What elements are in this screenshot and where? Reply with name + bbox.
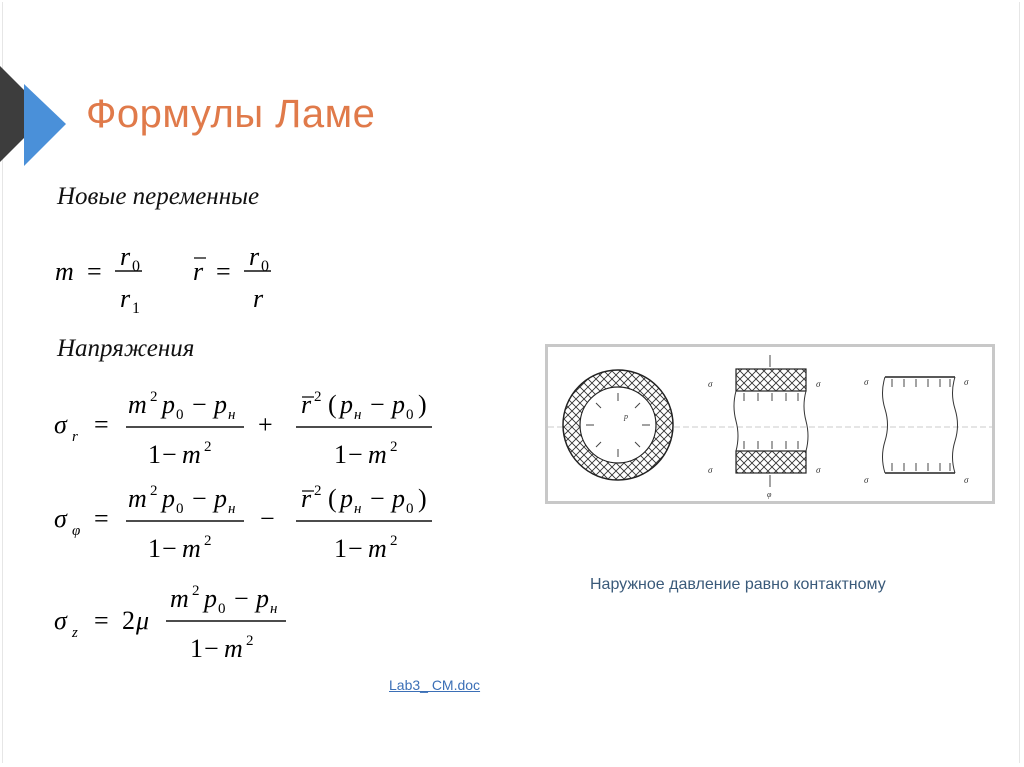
svg-text:p: p [204,584,217,613]
svg-text:(: ( [328,390,337,419]
svg-text:=: = [87,257,102,286]
svg-text:m: m [182,534,201,563]
svg-text:−: − [234,584,249,613]
svg-text:0: 0 [132,258,140,275]
svg-text:2: 2 [204,533,212,549]
svg-text:r: r [301,484,312,513]
svg-text:p: p [214,390,227,419]
svg-text:σ: σ [816,379,821,389]
svg-text:−: − [370,390,385,419]
svg-text:−: − [260,504,275,533]
svg-text:σ: σ [864,475,869,485]
svg-text:=: = [94,504,109,533]
svg-text:r: r [120,284,131,313]
svg-text:m: m [170,584,189,613]
svg-text:p: p [392,484,405,513]
svg-text:σ: σ [816,465,821,475]
svg-text:−: − [192,484,207,513]
lab-document-link[interactable]: Lab3_ CM.doc [389,677,481,693]
svg-text:σ: σ [964,377,969,387]
svg-text:m: m [368,440,387,469]
svg-text:r: r [253,284,264,313]
svg-text:2: 2 [192,583,200,599]
svg-text:н: н [270,601,278,617]
svg-text:2: 2 [390,439,398,455]
svg-text:−: − [370,484,385,513]
svg-text:(: ( [328,484,337,513]
svg-text:p: p [392,390,405,419]
ring-cross-section [563,370,673,480]
svg-text:−: − [348,440,363,469]
svg-text:−: − [192,390,207,419]
svg-text:r: r [249,242,260,271]
svg-text:p: p [624,412,628,421]
svg-text:p: p [256,584,269,613]
svg-text:σ: σ [964,475,969,485]
svg-text:1: 1 [334,440,347,469]
svg-text:0: 0 [261,258,269,275]
svg-text:): ) [418,390,427,419]
svg-text:н: н [228,501,236,517]
svg-text:σ: σ [864,377,869,387]
svg-text:p: p [214,484,227,513]
new-variables-heading: Новые переменные [57,183,260,210]
svg-text:2: 2 [150,389,158,405]
svg-text:2: 2 [150,483,158,499]
svg-text:φ: φ [72,523,81,539]
svg-text:p: p [162,484,175,513]
outer-tube-section [864,377,969,485]
svg-text:1: 1 [132,300,140,317]
svg-text:m: m [128,390,147,419]
svg-text:σ: σ [54,504,67,533]
svg-text:μ: μ [136,606,150,635]
svg-text:m: m [128,484,147,513]
svg-text:): ) [418,484,427,513]
sigma-r-formula [50,385,470,475]
svg-text:z: z [72,625,78,641]
svg-text:m: m [368,534,387,563]
svg-text:1: 1 [148,534,161,563]
svg-text:r: r [120,242,131,271]
figure-caption: Наружное давление равно контактному [590,576,886,593]
svg-text:−: − [162,534,177,563]
svg-text:−: − [162,440,177,469]
svg-text:σ: σ [54,410,67,439]
svg-text:σ: σ [54,606,67,635]
svg-text:2: 2 [204,439,212,455]
svg-text:н: н [228,407,236,423]
sigma-z-formula [50,577,370,667]
svg-text:p: p [162,390,175,419]
svg-text:0: 0 [176,407,184,423]
sigma-phi-formula [50,479,470,569]
svg-text:p: p [340,390,353,419]
stresses-heading: Напряжения [57,335,195,362]
svg-text:=: = [94,606,109,635]
new-variables-formula [50,235,290,325]
svg-text:0: 0 [176,501,184,517]
svg-text:−: − [204,634,219,663]
svg-text:0: 0 [406,501,414,517]
logo-arrow-icon [0,66,70,176]
svg-text:0: 0 [218,601,226,617]
svg-text:н: н [354,501,362,517]
svg-text:1: 1 [190,634,203,663]
cylinder-diagram [545,344,995,504]
svg-text:1: 1 [148,440,161,469]
svg-text:p: p [340,484,353,513]
svg-text:2: 2 [122,606,135,635]
svg-text:2: 2 [314,389,322,405]
svg-text:σ: σ [708,379,713,389]
svg-text:+: + [258,410,273,439]
svg-text:m: m [224,634,243,663]
svg-text:r: r [72,429,78,445]
svg-text:−: − [348,534,363,563]
svg-text:φ: φ [767,490,772,499]
svg-text:0: 0 [406,407,414,423]
svg-text:2: 2 [246,633,254,649]
svg-text:σ: σ [708,465,713,475]
svg-text:r: r [301,390,312,419]
svg-text:=: = [216,257,231,286]
svg-text:m: m [182,440,201,469]
svg-text:2: 2 [314,483,322,499]
svg-text:2: 2 [390,533,398,549]
slide-title: Формулы Ламе [86,92,376,136]
svg-text:1: 1 [334,534,347,563]
svg-text:m: m [55,257,74,286]
svg-text:r: r [193,257,204,286]
svg-text:н: н [354,407,362,423]
svg-text:=: = [94,410,109,439]
